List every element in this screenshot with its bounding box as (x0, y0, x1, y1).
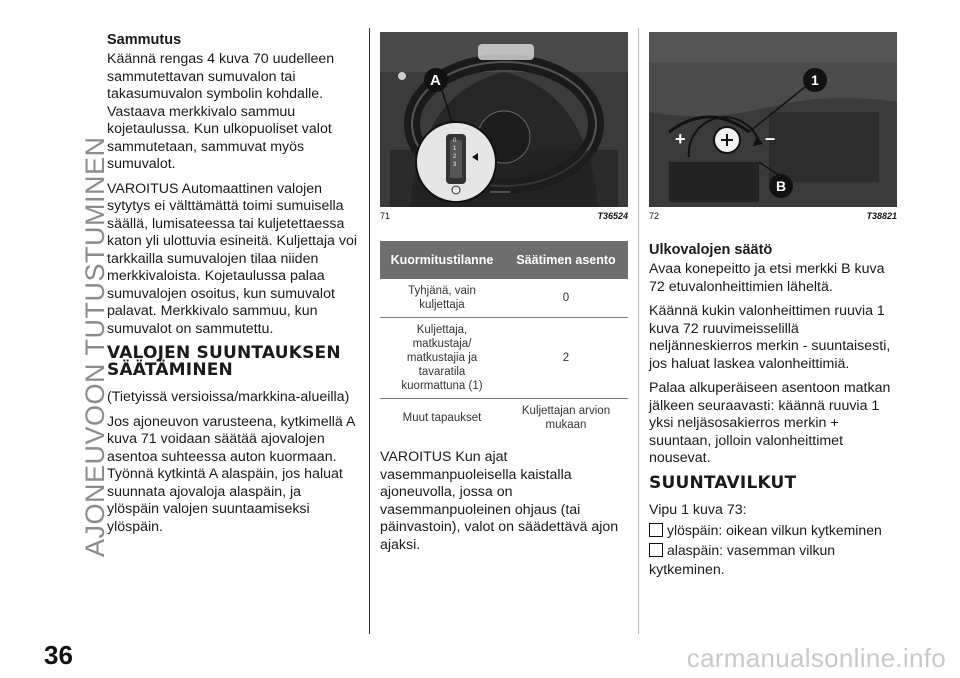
dial-mark-0: 0 (453, 138, 457, 144)
figure-72-code: T38821 (866, 211, 897, 221)
page-number: 36 (44, 640, 73, 670)
heading-exterior-lights: Ulkovalojen säätö (649, 242, 773, 258)
bullet-up (649, 522, 901, 538)
paragraph-switch-a: Jos ajoneuvon varusteena, kytkimellä A kuva 71 voidaan säätää ajovalojen asentoa suhteessa auton kuormaan. Työnnä kytkintä A alaspäin, jos haluat suunnata ajovaloja alaspäin, ja ylöspäin valojen suuntaamiseksi ylöspäin. (107, 413, 355, 535)
heading-indicators: SUUNTAVILKUT (649, 472, 797, 493)
figure-71-code: T36524 (597, 211, 628, 221)
dial-mark-3: 3 (453, 162, 457, 168)
heading-sammutus: Sammutus (107, 32, 182, 48)
paragraph-sammutus: Käännä rengas 4 kuva 70 uudelleen sammutettavan sumuvalon tai takasumuvalon symbolin kohdalle. Vastaava merkkivalo sammuu kojetaulussa. Kun ulkopuoliset valot sammutetaan, sammuvat myös sumuvalot. (107, 51, 335, 172)
figure-72-image (649, 32, 897, 207)
load-adjust-table (380, 241, 628, 437)
dial-mark-1: 1 (453, 146, 457, 152)
paragraph-restore: Palaa alkuperäiseen asentoon matkan jälkeen seuraavasti: käännä ruuvia 1 yksi neljäsosakierros merkin + suuntaan, jolloin valonheittimet nousevat. (649, 380, 891, 466)
table-row (380, 279, 628, 318)
paragraph-continuation: kytkeminen. (649, 562, 725, 578)
paragraph-open-hood: Avaa konepeitto ja etsi merkki B kuva 72 etuvalonheittimien läheltä. (649, 261, 885, 295)
bullet-down-text: alaspäin: vasemman vilkun (667, 542, 836, 558)
figure-71-caption (380, 211, 628, 221)
callout-b-label: B (776, 178, 787, 194)
table-row (380, 399, 628, 438)
side-section-title-text: AJONEUVOON TUTUSTUMINEN (80, 136, 110, 557)
dashboard-illustration (380, 32, 628, 207)
table-header-position: Säätimen asento (504, 241, 628, 279)
column-divider-left (369, 28, 370, 634)
watermark: carmanualsonline.info (686, 643, 946, 673)
table-cell: Tyhjänä, vain kuljettaja (380, 279, 504, 318)
paragraph-warning-fog: VAROITUS Automaattinen valojen sytytys ei välttämättä toimi sumuisella säällä, lumisateessa tai kuljetettaessa katon yli ulottuvia esineitä. Kuljettaja voi tarkkailla sumuvalojen tilaa niiden merkkivaloista. Kojetaulussa palaa sumuvalojen osoitus, kun sumuvalot palavat. Merkkivalo sammuu, kun sumuvalot on sammutettu. (107, 180, 357, 337)
table-cell: Muut tapaukset (402, 412, 482, 424)
figure-72-caption (649, 211, 897, 221)
callout-1-label: 1 (811, 72, 819, 88)
column-1 (107, 32, 357, 543)
paragraph-turn-screw: Käännä kukin valonheittimen ruuvia 1 kuva 72 ruuvimeisselillä neljänneskierros merkin - suuntaisesti, jos haluat laskea valonheittimiä. (649, 303, 891, 372)
dial-mark-2: 2 (453, 154, 457, 160)
lever-up-icon (649, 523, 663, 537)
load-adjust-table-wrap (380, 241, 628, 561)
table-row (380, 318, 628, 399)
paragraph-lever: Vipu 1 kuva 73: (649, 501, 747, 518)
column-3 (649, 242, 901, 587)
minus-sign: – (765, 128, 776, 148)
column-divider-right (638, 28, 639, 634)
bullet-down (649, 542, 901, 558)
bullet-up-text: ylöspäin: oikean vilkun kytkeminen (667, 522, 882, 538)
plus-sign: + (675, 129, 686, 149)
lever-down-icon (649, 543, 663, 557)
table-header-load: Kuormitustilanne (380, 241, 504, 279)
engine-bay-illustration (649, 32, 897, 207)
table-cell: 0 (504, 279, 628, 318)
table-cell: Kuljettajan arvion mukaan (521, 405, 611, 431)
paragraph-versions: (Tietyissä versioissa/markkina-alueilla) (107, 389, 350, 405)
table-cell: Kuljettaja, matkustaja/ matkustajia ja tavaratila kuormattuna (1) (380, 318, 504, 399)
callout-a-label: A (430, 72, 441, 89)
side-section-title (22, 22, 110, 582)
figure-71-image (380, 32, 628, 207)
heading-headlight-aim: VALOJEN SUUNTAUKSEN SÄÄTÄMINEN (107, 343, 341, 380)
table-cell: 2 (504, 318, 628, 399)
paragraph-lane-warning: VAROITUS Kun ajat vasemmanpuoleisella kaistalla ajoneuvolla, jossa on vasemmanpuoleinen ohjaus (tai päinvastoin), valot on säädettävä ajon ajaksi. (380, 449, 619, 553)
figure-72-number: 72 (649, 211, 660, 221)
figure-71-number: 71 (380, 211, 391, 221)
